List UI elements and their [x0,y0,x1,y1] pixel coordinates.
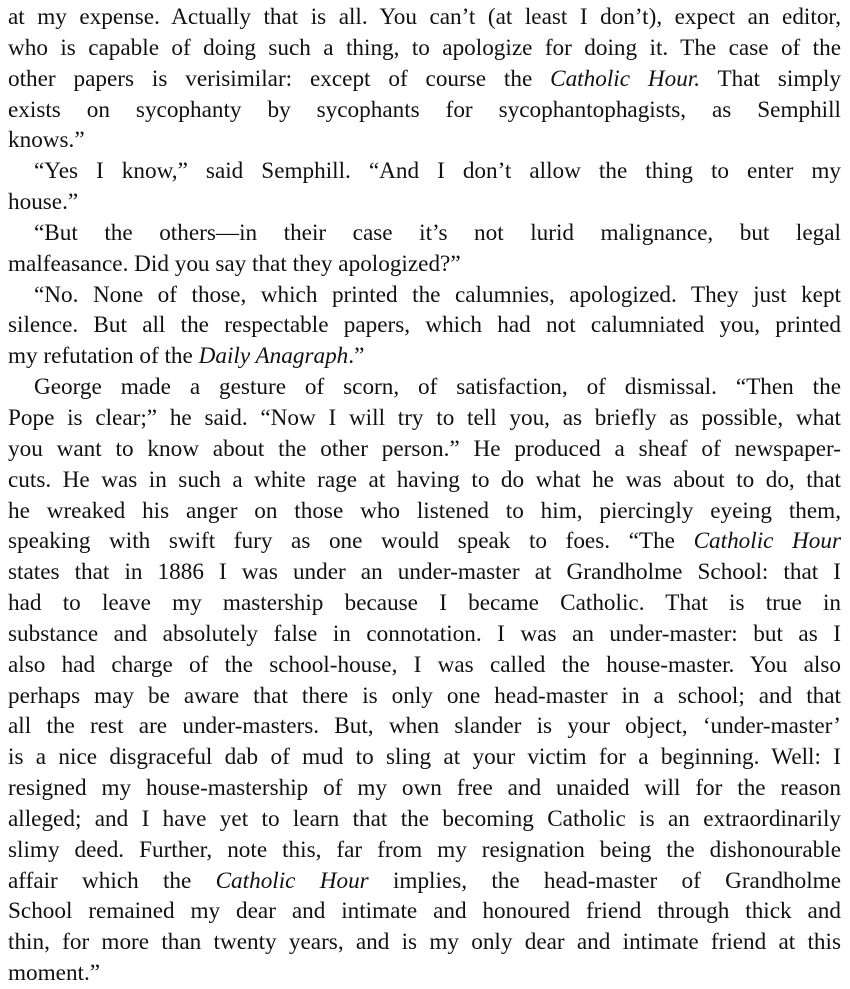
italic-title: Catholic Hour [693,528,841,555]
text-run: all the rest are under-masters. But, when slander is your object, ‘under-master’ [8,713,841,740]
text-line [8,866,841,897]
text-line [8,2,841,33]
text-run: is a nice disgraceful dab of mud to sling at your victim for a beginning. Well: I [8,744,841,771]
paragraph-4 [8,280,841,373]
text-run: house.” [8,189,79,216]
text-run: Pope is clear;” he said. “Now I will try to tell you, as briefly as possible, what [8,404,841,431]
text-run: other papers is verisimilar: except of course the [8,65,551,92]
text-run: silence. But all the respectable papers, which had not calumniated you, printed [8,312,841,339]
text-run: thin, for more than twenty years, and is my only dear and intimate friend at this [8,929,841,956]
text-run: knows.” [8,127,85,154]
text-run: states that in 1886 I was under an under-master at Grandholme School: that I [8,559,841,586]
text-line [8,465,841,496]
paragraph-5 [8,372,841,989]
paragraph-1 [8,2,841,156]
text-line [8,249,841,280]
text-run: you want to know about the other person.” He produced a sheaf of newspaper- [8,435,841,462]
text-run: my refutation of the [8,343,199,370]
text-run: George made a gesture of scorn, of satisfaction, of dismissal. “Then the [34,374,841,401]
text-run: “No. None of those, which printed the calumnies, apologized. They just kept [34,281,841,308]
text-line [8,403,841,434]
text-run: moment.” [8,960,101,987]
text-run: perhaps may be aware that there is only one head-master in a school; and that [8,682,841,709]
text-run: also had charge of the school-house, I was called the house-master. You also [8,651,841,678]
text-line [8,64,841,95]
text-run: malfeasance. Did you say that they apologized?” [8,250,461,277]
text-run: alleged; and I have yet to learn that the becoming Catholic is an extraordinarily [8,805,841,832]
text-line [8,681,841,712]
text-run: “Yes I know,” said Semphill. “And I don’t allow the thing to enter my [34,158,841,185]
text-run: resigned my house-mastership of my own free and unaided will for the reason [8,775,841,802]
text-run: he wreaked his anger on those who listened to him, piercingly eyeing them, [8,497,841,524]
text-run: School remained my dear and intimate and honoured friend through thick and [8,898,841,925]
italic-title: Catholic Hour [215,867,369,894]
text-line [8,33,841,64]
text-run: “But the others—in their case it’s not lurid malignance, but legal [34,219,841,246]
text-run: cuts. He was in such a white rage at having to do what he was about to do, that [8,466,841,493]
text-line [8,804,841,835]
text-line [8,310,841,341]
text-line [8,434,841,465]
text-line [8,650,841,681]
text-line [8,187,841,218]
text-line [8,835,841,866]
text-run: slimy deed. Further, note this, far from my resignation being the dishonourable [8,836,841,863]
text-line [8,588,841,619]
text-line [8,773,841,804]
paragraph-3 [8,218,841,280]
paragraph-2 [8,156,841,218]
text-line [8,496,841,527]
text-line [8,280,841,311]
text-line [8,557,841,588]
italic-title: Catholic Hour. [550,65,701,92]
text-run: speaking with swift fury as one would speak to foes. “The [8,528,694,555]
text-run: substance and absolutely false in connotation. I was an under-master: but as I [8,620,841,647]
text-line [8,742,841,773]
text-run: had to leave my mastership because I became Catholic. That is true in [8,590,841,617]
text-run: who is capable of doing such a thing, to apologize for doing it. The case of the [8,34,841,61]
text-run: implies, the head-master of Grandholme [368,867,841,894]
text-line [8,958,841,989]
text-run: at my expense. Actually that is all. You can’t (at least I don’t), expect an editor, [8,4,841,30]
text-line [8,619,841,650]
text-line [8,156,841,187]
text-run: That simply [700,65,841,92]
text-line [8,341,841,372]
text-line [8,896,841,927]
text-line [8,95,841,126]
italic-title: Daily Anagraph [198,343,349,370]
text-line [8,218,841,249]
text-line [8,372,841,403]
text-run: .” [348,343,365,370]
text-line [8,711,841,742]
text-run: exists on sycophanty by sycophants for sycophantophagists, as Semphill [8,96,841,123]
text-line [8,526,841,557]
text-line [8,927,841,958]
text-line [8,125,841,156]
text-run: affair which the [8,867,216,894]
